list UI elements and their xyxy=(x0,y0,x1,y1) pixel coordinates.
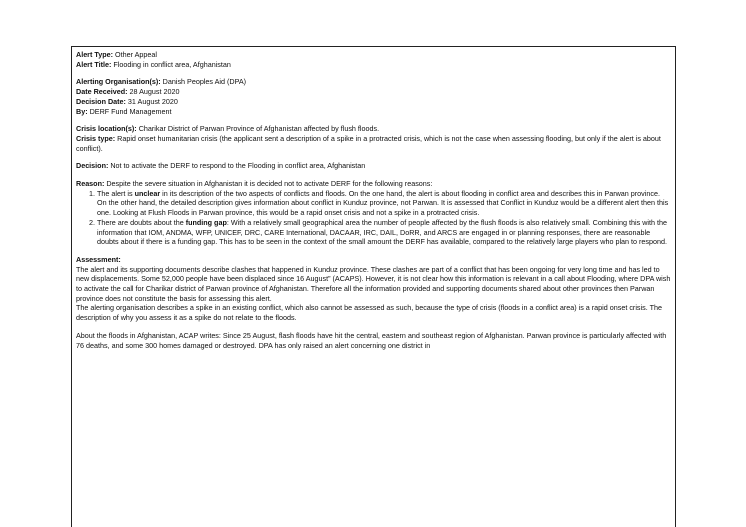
reason-item-1-post: in its description of the two aspects of conflicts and floods. On the one hand, the alert is about flooding in conflict area and describes this in Parwan province. On the other hand, the detailed description gives information about conflict in Kunduz province, not Parwan. It is assessed that Conflict in Kunduz would be a different alert then this one. Looking at Flush Floods in Parwan province, this would be a rapid onset crisis and not a spike in a protracted crisis. xyxy=(97,188,669,218)
decision-value: Not to activate the DERF to respond to the Flooding in conflict area, Afghanistan xyxy=(108,161,366,171)
decision-line xyxy=(76,161,671,171)
alerting-org-line xyxy=(76,77,671,87)
assessment-paragraph-3: About the floods in Afghanistan, ACAP writes: Since 25 August, flash floods have hit the central, eastern and southeast region of Afghanistan. Parwan province is particularly affected with 76 deaths, and some 300 homes damaged or destroyed. DPA has only raised an alert concerning one district in xyxy=(76,330,667,350)
reason-item-1-bold: unclear xyxy=(134,188,161,198)
crisis-location-line xyxy=(76,124,671,134)
alerting-org-value: Danish Peoples Aid (DPA) xyxy=(160,77,247,87)
assessment-paragraph-1: The alert and its supporting documents describe clashes that happened in Kunduz province. These clashes are part of a conflict that has been ongoing for very long time and has led to new displacements. Some 52,000 people have been displaced since 16 August” (ACAPS). However, it is not clear how this information is relevant in a call about Flooding, where DPA wish to activate the call for Charikar district of Parwan province of Afghanistan. Therefore all the information provided and supporting documents shared about other provinces then Parwan province does not constitute the basis for assessing this alert. xyxy=(76,264,671,303)
decision-date-label: Decision Date: xyxy=(76,96,126,106)
reason-list xyxy=(76,189,671,247)
assessment-label: Assessment: xyxy=(76,254,121,264)
alert-type-value: Other Appeal xyxy=(113,50,157,59)
by-value: DERF Fund Management xyxy=(87,106,172,116)
reason-intro: Despite the severe situation in Afghanistan it is decided not to activate DERF for the following reasons: xyxy=(104,179,433,189)
by-label: By: xyxy=(76,106,88,116)
reason-item-unclear xyxy=(97,189,671,218)
reason-item-1-pre: The alert is xyxy=(97,188,135,198)
date-received-line xyxy=(76,87,671,97)
alert-type-label: Alert Type: xyxy=(76,50,114,59)
reason-item-2-post: : With a relatively small geographical area the number of people affected by the flush floods is also relatively small. Combining this with the information that IOM, ANDMA, WFP, UNICEF, DRC, CARE International, DACAAR, IRC, DAIL, DoRR, and ARCS are engaged in or planning responses, there are reasonable doubts about if there is a funding gap. This has to be seen in the context of the small amount the DERF has available, compared to the relatively large players who plan to respond. xyxy=(97,217,668,247)
decision-label: Decision: xyxy=(76,161,109,171)
reason-label: Reason: xyxy=(76,179,105,189)
crisis-location-label: Crisis location(s): xyxy=(76,124,137,134)
by-line xyxy=(76,107,671,117)
alerting-org-label: Alerting Organisation(s): xyxy=(76,77,161,87)
crisis-type-line xyxy=(76,134,671,153)
reason-item-2-pre: There are doubts about the xyxy=(97,217,186,227)
assessment-heading xyxy=(76,255,671,265)
alert-type-line xyxy=(76,50,671,60)
alert-document xyxy=(71,46,676,527)
reason-item-funding-gap xyxy=(97,218,671,247)
alert-title-label: Alert Title: xyxy=(76,59,112,69)
alert-title-value: Flooding in conflict area, Afghanistan xyxy=(111,59,231,69)
assessment-paragraph-2: The alerting organisation describes a spike in an existing conflict, which also cannot be assessed as such, because the type of crisis (floods in a conflict area) is a rapid onset crisis. The description of why you assess it as a spike do not relate to the floods. xyxy=(76,303,662,323)
alert-title-line xyxy=(76,60,671,70)
date-received-label: Date Received: xyxy=(76,87,128,97)
crisis-location-value: Charikar District of Parwan Province of Afghanistan affected by flush floods. xyxy=(136,124,380,134)
date-received-value: 28 August 2020 xyxy=(127,87,180,97)
decision-date-value: 31 August 2020 xyxy=(125,96,178,106)
decision-date-line xyxy=(76,97,671,107)
crisis-type-value: Rapid onset humanitarian crisis (the applicant sent a description of a spike in a protracted crisis, which is not the case when assessing flooding, but only if the alert is about conflict). xyxy=(76,133,661,153)
crisis-type-label: Crisis type: xyxy=(76,133,116,143)
reason-line xyxy=(76,179,671,189)
reason-item-2-bold: funding gap xyxy=(185,217,227,227)
